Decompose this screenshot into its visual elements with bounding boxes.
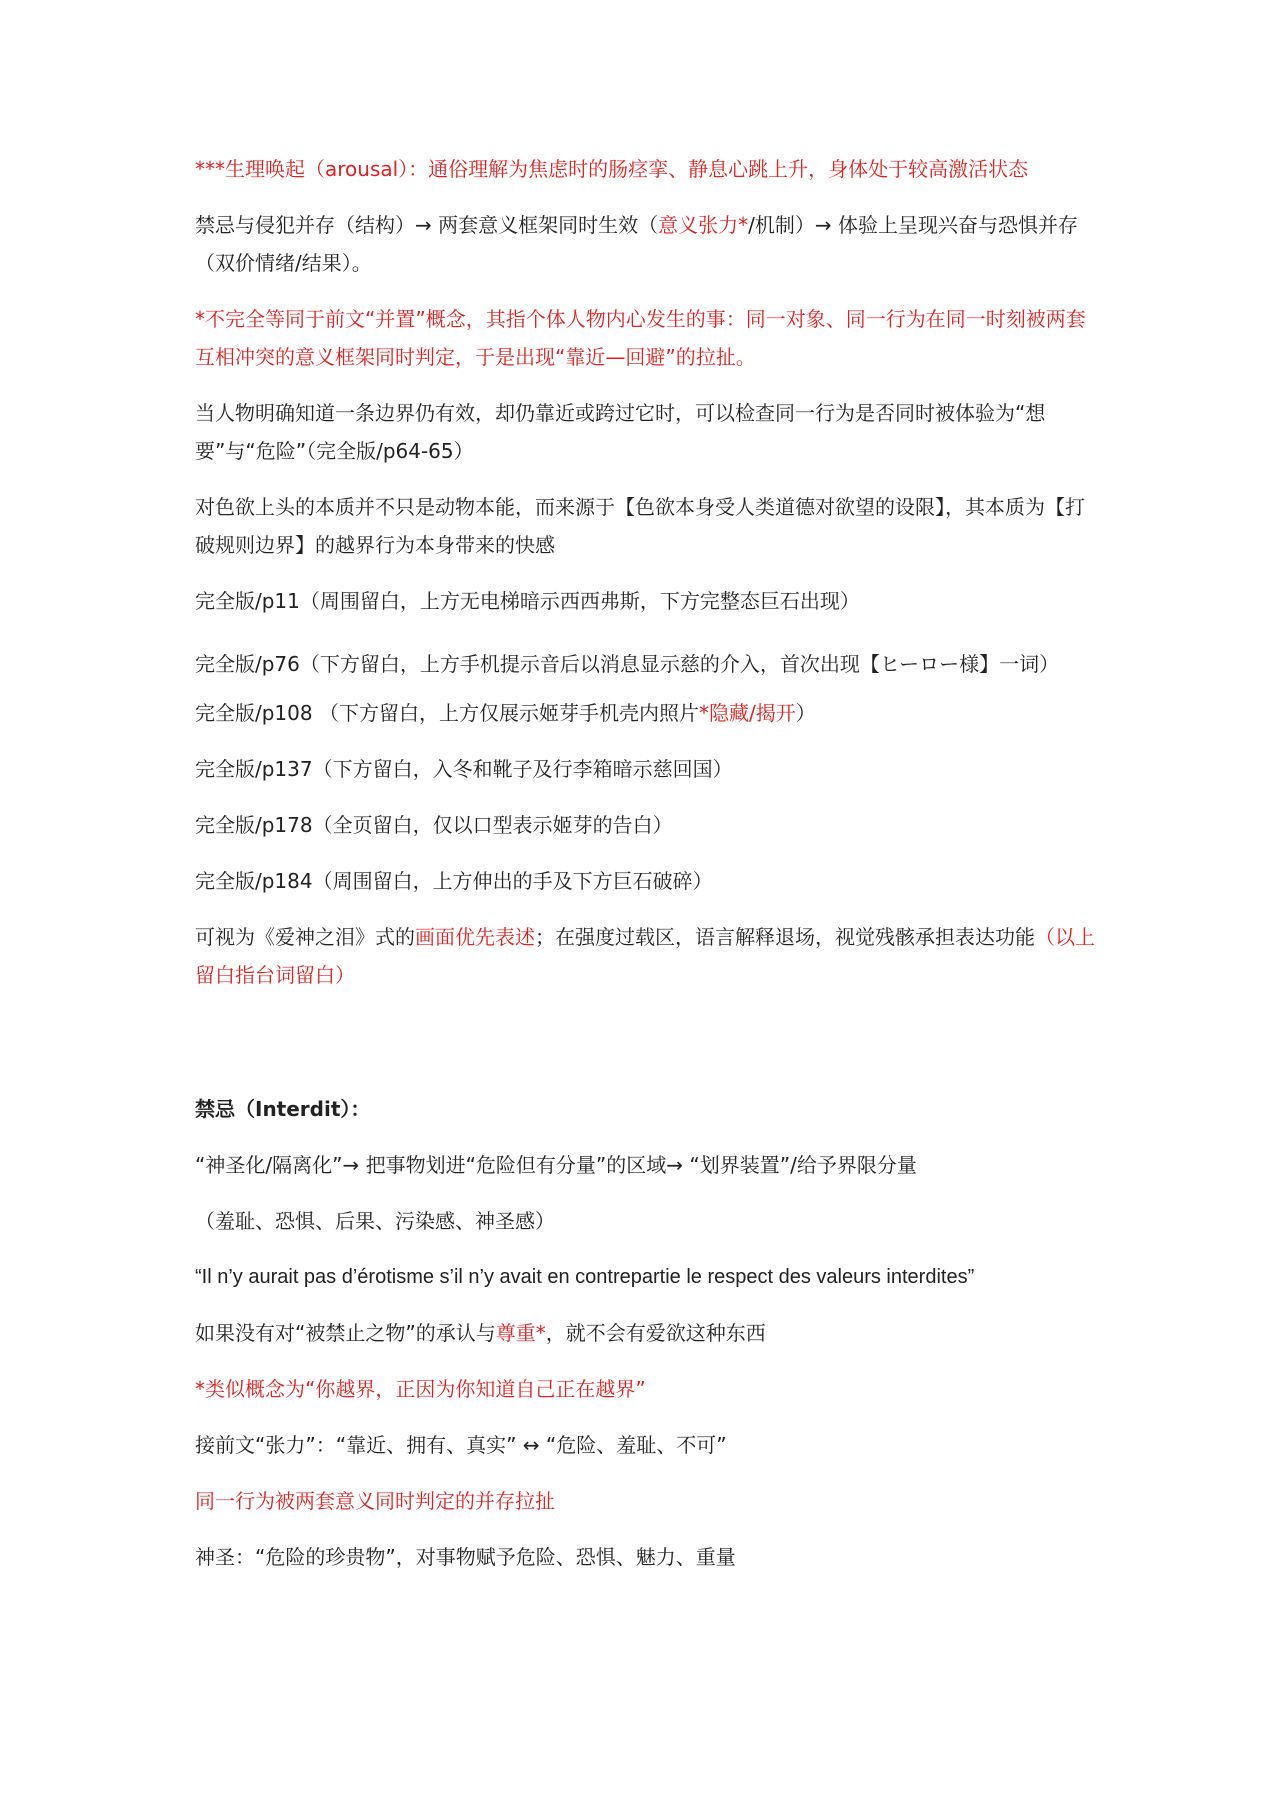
reference-p11: 完全版/p11（周围留白，上方无电梯暗示西西弗斯，下方完整态巨石出现） <box>195 589 860 613</box>
text-run: 可视为《爱神之泪》式的 <box>195 925 415 949</box>
paragraph-visual-priority <box>195 918 1095 994</box>
reference-p184: 完全版/p184（周围留白，上方伸出的手及下方巨石破碎） <box>195 869 713 893</box>
text-run: ；在强度过载区，语言解释退场，视觉残骸承担表达功能 <box>535 925 1035 949</box>
paragraph-desire-essence: 对色欲上头的本质并不只是动物本能，而来源于【色欲本身受人类道德对欲望的设限】，其本质为【打破规则边界】的越界行为本身带来的快感 <box>195 495 1085 557</box>
note-coexisting-pull: 同一行为被两套意义同时判定的并存拉扯 <box>195 1489 555 1513</box>
text-run: 如果没有对“被禁止之物”的承认与 <box>195 1321 496 1345</box>
quote-french: “Il n’y aurait pas d’érotisme s’il n’y avait en contrepartie le respect des valeurs interdites” <box>195 1266 975 1288</box>
paragraph-sacralization: “神圣化/隔离化”→ 把事物划进“危险但有分量”的区域→ “划界装置”/给予界限分量 <box>195 1153 917 1177</box>
text-run: ） <box>795 701 816 725</box>
highlight-run: *隐藏/揭开 <box>698 701 796 725</box>
paragraph-sacred: 神圣：“危险的珍贵物”，对事物赋予危险、恐惧、魅力、重量 <box>195 1545 736 1569</box>
highlight-run: 意义张力* <box>658 213 749 237</box>
highlight-run: 尊重* <box>495 1321 546 1345</box>
reference-p137: 完全版/p137（下方留白，入冬和靴子及行李箱暗示慈回国） <box>195 757 733 781</box>
paragraph-respect <box>195 1314 1095 1352</box>
note-arousal: ***生理唤起（arousal）：通俗理解为焦虑时的肠痉挛、静息心跳上升，身体处于较高激活状态 <box>195 157 1029 181</box>
text-run: ，就不会有爱欲这种东西 <box>545 1321 766 1345</box>
text-run: 禁忌与侵犯并存（结构）→ 两套意义框架同时生效（ <box>195 213 659 237</box>
note-transgression: *类似概念为“你越界，正因为你知道自己正在越界” <box>195 1377 646 1401</box>
reference-p76: 完全版/p76（下方留白，上方手机提示音后以消息显示慈的介入，首次出现【ヒーロー様】一词） <box>195 652 1060 676</box>
text-run: 完全版/p108 （下方留白，上方仅展示姬芽手机壳内照片 <box>195 701 699 725</box>
note-tension: *不完全等同于前文“并置”概念，其指个体人物内心发生的事：同一对象、同一行为在同一时刻被两套互相冲突的意义框架同时判定，于是出现“靠近—回避”的拉扯。 <box>195 307 1086 369</box>
reference-p178: 完全版/p178（全页留白，仅以口型表示姬芽的告白） <box>195 813 673 837</box>
paragraph-tension-pair: 接前文“张力”：“靠近、拥有、真实” ↔ “危险、羞耻、不可” <box>195 1433 727 1457</box>
highlight-run: （以上留白指台词留白） <box>195 925 1095 987</box>
reference-p108 <box>195 694 1095 732</box>
text-run: /机制）→ 体验上呈现兴奋与恐惧并存（双价情绪/结果）。 <box>195 213 1078 275</box>
paragraph-structure-mechanism <box>195 206 1095 282</box>
paragraph-emotions-list: （羞耻、恐惧、后果、污染感、神圣感） <box>195 1209 555 1233</box>
paragraph-boundary-check: 当人物明确知道一条边界仍有效，却仍靠近或跨过它时，可以检查同一行为是否同时被体验为“想要”与“危险”（完全版/p64-65） <box>195 401 1046 463</box>
highlight-run: 画面优先表述 <box>415 925 535 949</box>
section-heading-interdit: 禁忌（Interdit）： <box>195 1097 371 1121</box>
document-body <box>195 150 1095 1594</box>
